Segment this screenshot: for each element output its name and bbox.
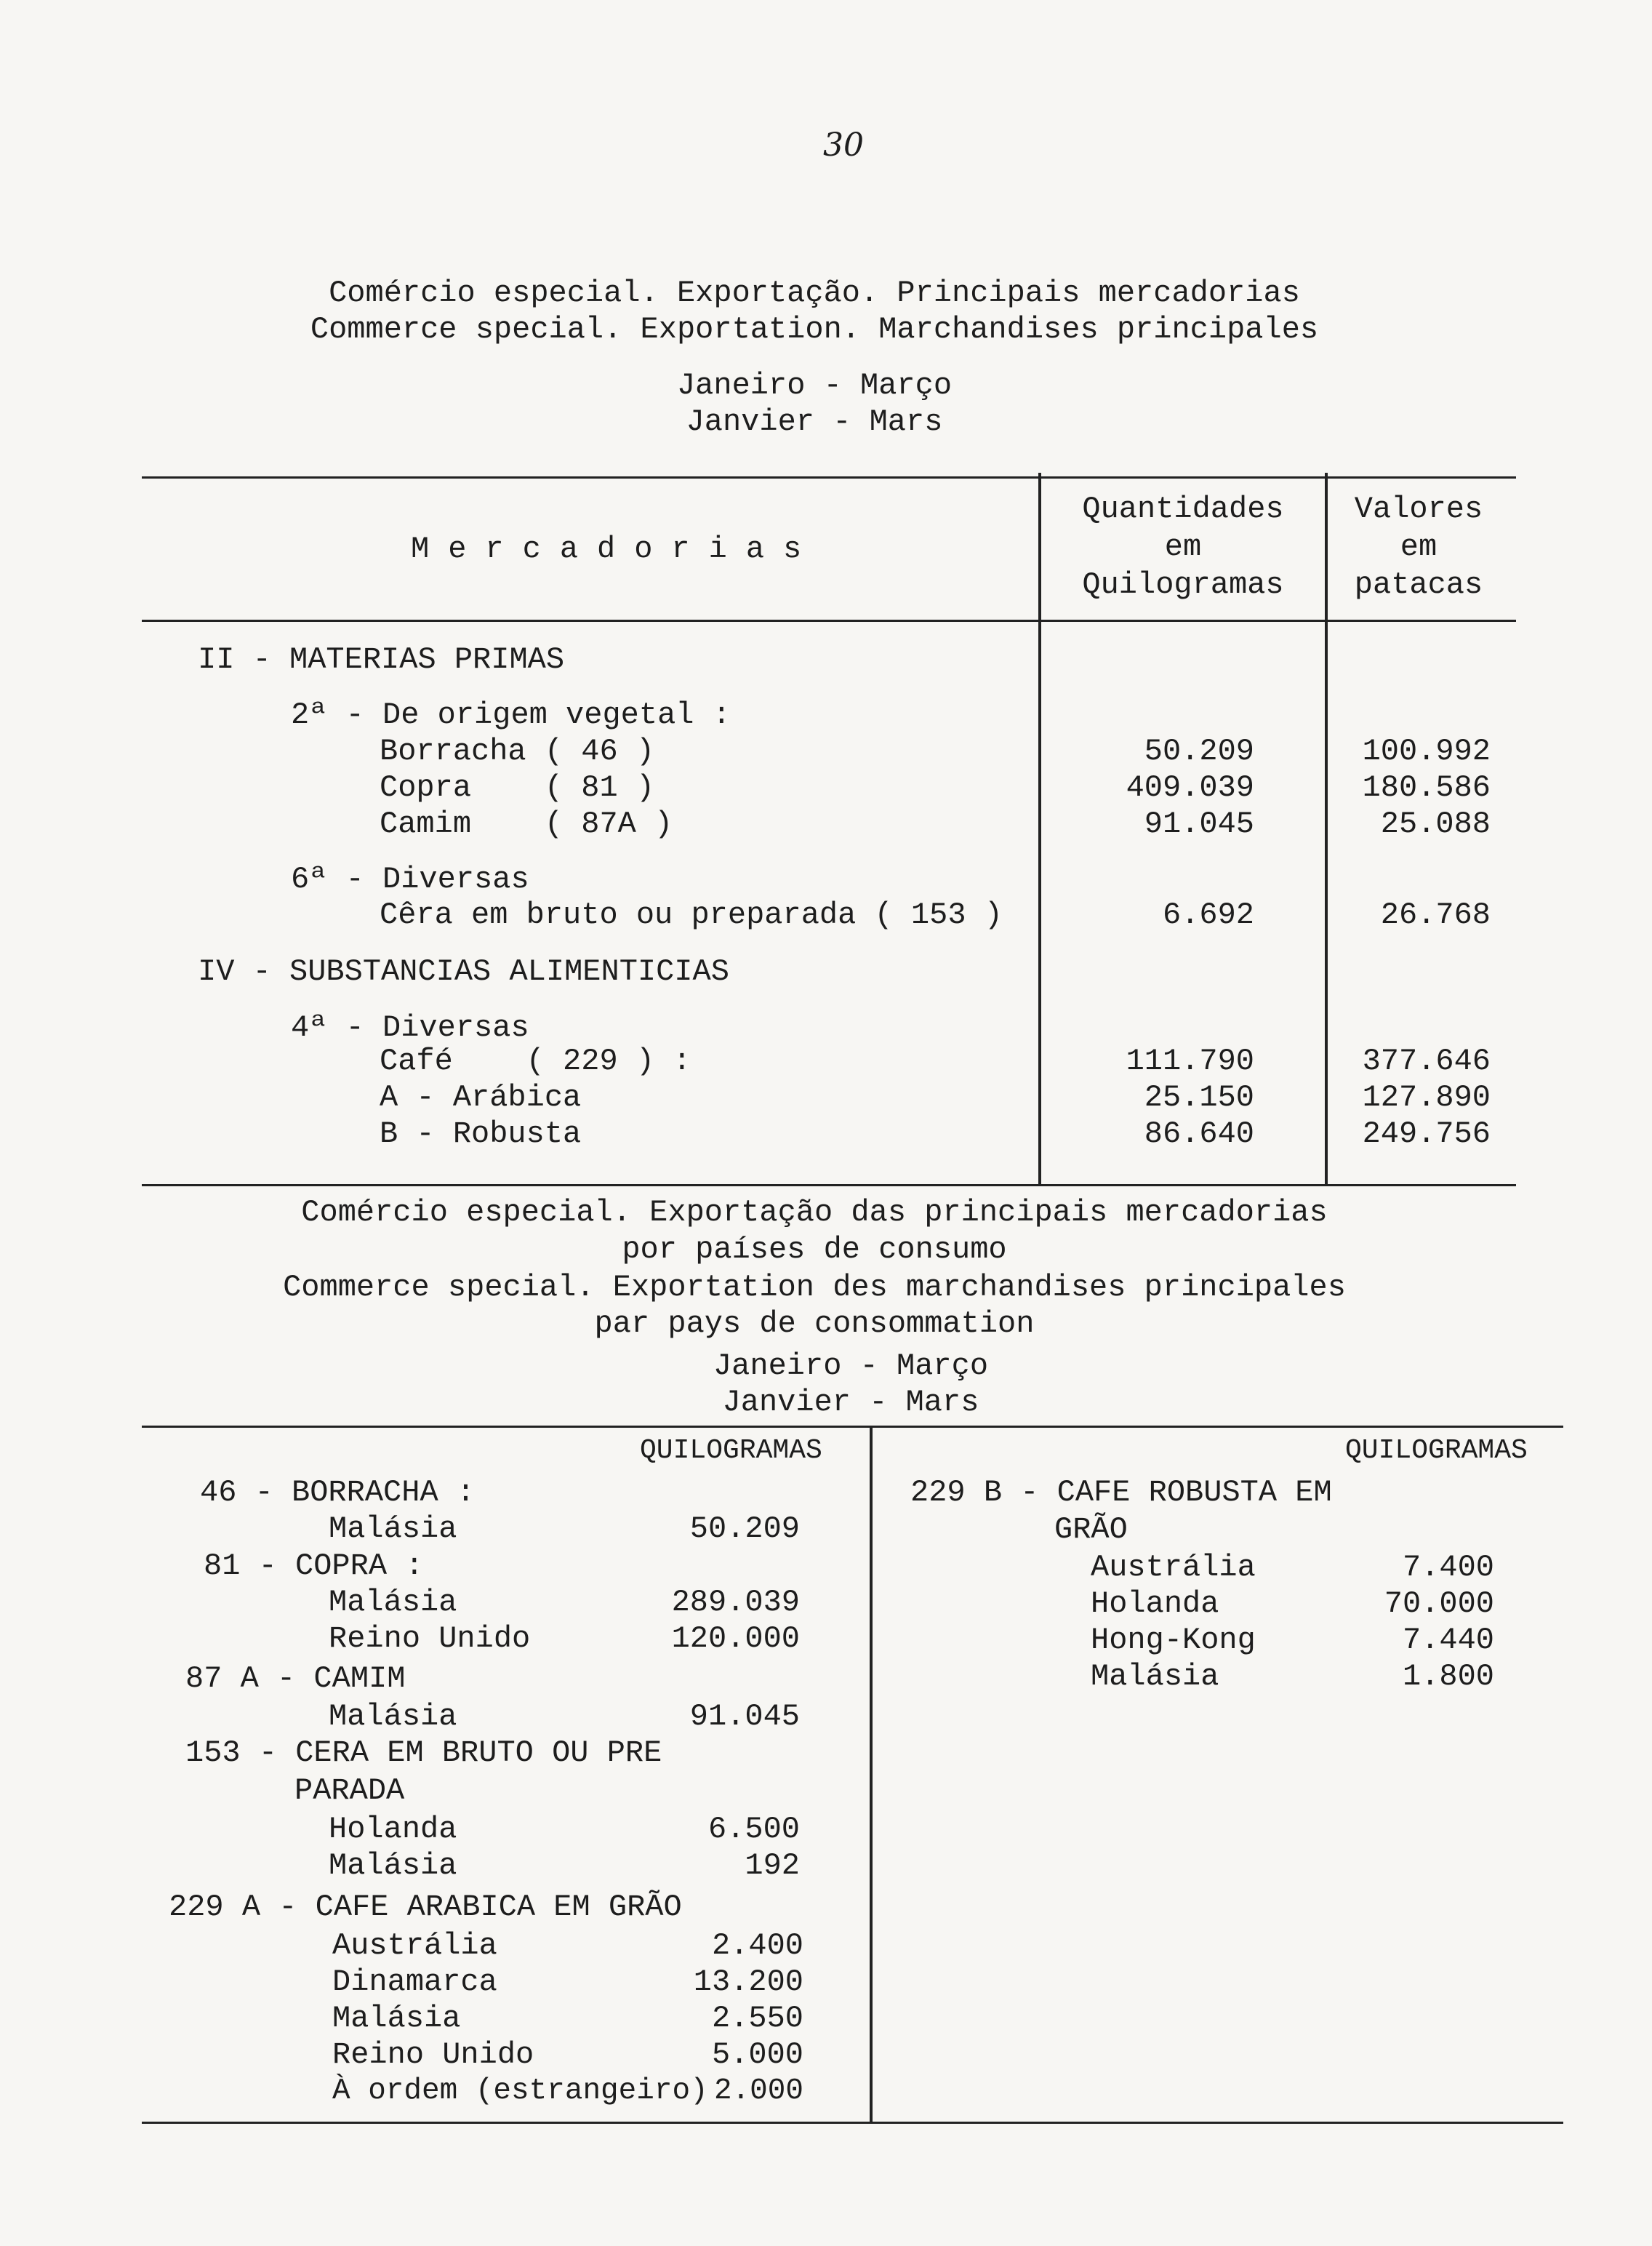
- table1-header-qty-1: Quantidades: [1082, 492, 1284, 527]
- table2-country: Malásia: [329, 1511, 457, 1546]
- table2-title-pt-1: Comércio especial. Exportação das principais mercadorias: [301, 1195, 1328, 1230]
- table1-row-val: 100.992: [1362, 734, 1491, 769]
- table1-row-label: Café ( 229 ) :: [380, 1044, 691, 1079]
- table1-row-label: A - Arábica: [380, 1080, 582, 1115]
- table2-bottom-rule: [142, 2122, 1563, 2124]
- table1-row-label: 2ª - De origem vegetal :: [291, 698, 731, 732]
- table2-value: 1.800: [1402, 1659, 1494, 1694]
- table2-title-pt-2: por países de consumo: [622, 1232, 1007, 1267]
- table1-row-qty: 6.692: [1162, 898, 1254, 932]
- table2-country: À ordem (estrangeiro): [332, 2074, 708, 2108]
- table2-value: 120.000: [671, 1621, 800, 1656]
- table1-header-val-2: em: [1400, 529, 1438, 564]
- table1-row-label: Borracha ( 46 ): [380, 734, 655, 769]
- table1-row-label: Copra ( 81 ): [380, 770, 655, 805]
- table1-row-qty: 111.790: [1126, 1044, 1254, 1079]
- table1-header-goods: Mercadorias: [411, 532, 821, 567]
- table1-header-val-3: patacas: [1354, 567, 1483, 602]
- table2-group-heading: 81 - COPRA :: [204, 1548, 424, 1583]
- table2-country: Holanda: [1091, 1586, 1219, 1621]
- table1-period-pt: Janeiro - Março: [676, 368, 953, 403]
- table2-value: 192: [745, 1848, 800, 1883]
- table2-top-rule: [142, 1426, 1563, 1428]
- table2-left-unit: QUILOGRAMAS: [640, 1435, 822, 1466]
- table2-value: 7.400: [1402, 1550, 1494, 1585]
- table2-value: 6.500: [707, 1812, 800, 1847]
- table2-title-fr-1: Commerce special. Exportation des marchandises principales: [283, 1270, 1346, 1305]
- table1-row-qty: 91.045: [1144, 807, 1254, 842]
- table1-row-val: 26.768: [1380, 898, 1491, 932]
- table1-title-pt: Comércio especial. Exportação. Principais mercadorias: [329, 276, 1300, 311]
- table1-row-val: 249.756: [1362, 1116, 1491, 1151]
- table1-row-label: Cêra em bruto ou preparada ( 153 ): [380, 898, 1003, 932]
- table1-header-rule: [142, 620, 1516, 622]
- table1-row-val: 127.890: [1362, 1080, 1491, 1115]
- table1-row-qty: 25.150: [1144, 1080, 1254, 1115]
- table2-group-heading: 229 B - CAFE ROBUSTA EM: [910, 1475, 1332, 1510]
- table2-group-heading: 87 A - CAMIM: [185, 1661, 406, 1696]
- table2-group-heading-cont: GRÃO: [1054, 1512, 1128, 1547]
- table2-group-heading: 229 A - CAFE ARABICA EM GRÃO: [169, 1890, 682, 1925]
- table2-country: Malásia: [329, 1585, 457, 1620]
- table2-country: Malásia: [1091, 1659, 1219, 1694]
- table1-row-label: 6ª - Diversas: [291, 862, 529, 897]
- table2-country: Holanda: [329, 1812, 457, 1847]
- table2-country: Reino Unido: [332, 2037, 534, 2072]
- table2-group-heading: 46 - BORRACHA :: [200, 1475, 476, 1510]
- table2-value: 5.000: [711, 2037, 803, 2072]
- table2-value: 2.000: [713, 2074, 803, 2108]
- table1-row-label: 4ª - Diversas: [291, 1010, 529, 1045]
- table1-top-rule: [142, 476, 1516, 479]
- table1-row-label: II - MATERIAS PRIMAS: [198, 642, 565, 677]
- table2-group-heading-cont: PARADA: [294, 1773, 405, 1808]
- table1-row-val: 25.088: [1380, 807, 1491, 842]
- table2-country: Malásia: [329, 1848, 457, 1883]
- table1-period-fr: Janvier - Mars: [686, 404, 943, 439]
- table2-column-divider: [870, 1427, 873, 2123]
- page-number: 30: [823, 127, 864, 164]
- table2-value: 289.039: [671, 1585, 800, 1620]
- table2-period-fr: Janvier - Mars: [722, 1385, 979, 1420]
- table2-value: 2.550: [711, 2001, 803, 2036]
- table1-row-qty: 409.039: [1126, 770, 1254, 805]
- table2-value: 50.209: [689, 1511, 800, 1546]
- table2-right-unit: QUILOGRAMAS: [1345, 1435, 1528, 1466]
- table2-country: Malásia: [329, 1699, 457, 1734]
- table1-row-label: B - Robusta: [380, 1116, 582, 1151]
- table1-header-qty-2: em: [1164, 529, 1202, 564]
- table2-value: 2.400: [711, 1928, 803, 1963]
- table2-country: Malásia: [332, 2001, 461, 2036]
- table1-row-label: Camim ( 87A ): [380, 807, 673, 842]
- table1-row-val: 377.646: [1362, 1044, 1491, 1079]
- table1-row-label: IV - SUBSTANCIAS ALIMENTICIAS: [198, 954, 729, 989]
- table1-bottom-rule: [142, 1184, 1516, 1186]
- table2-title-fr-2: par pays de consommation: [594, 1306, 1035, 1341]
- table2-country: Hong-Kong: [1091, 1623, 1256, 1658]
- table1-row-val: 180.586: [1362, 770, 1491, 805]
- table1-header-qty-3: Quilogramas: [1082, 567, 1284, 602]
- table2-country: Dinamarca: [332, 1965, 497, 1999]
- table1-row-qty: 86.640: [1144, 1116, 1254, 1151]
- table2-period-pt: Janeiro - Março: [713, 1348, 989, 1383]
- table2-country: Austrália: [332, 1928, 497, 1963]
- table2-country: Reino Unido: [329, 1621, 531, 1656]
- table2-value: 7.440: [1402, 1623, 1494, 1658]
- table2-value: 13.200: [693, 1965, 803, 1999]
- table2-value: 91.045: [689, 1699, 800, 1734]
- table1-header-val-1: Valores: [1354, 492, 1483, 527]
- table2-group-heading: 153 - CERA EM BRUTO OU PRE: [185, 1735, 662, 1770]
- table1-row-qty: 50.209: [1144, 734, 1254, 769]
- table1-title-fr: Commerce special. Exportation. Marchandises principales: [310, 312, 1319, 347]
- table2-country: Austrália: [1091, 1550, 1256, 1585]
- table2-value: 70.000: [1384, 1586, 1494, 1621]
